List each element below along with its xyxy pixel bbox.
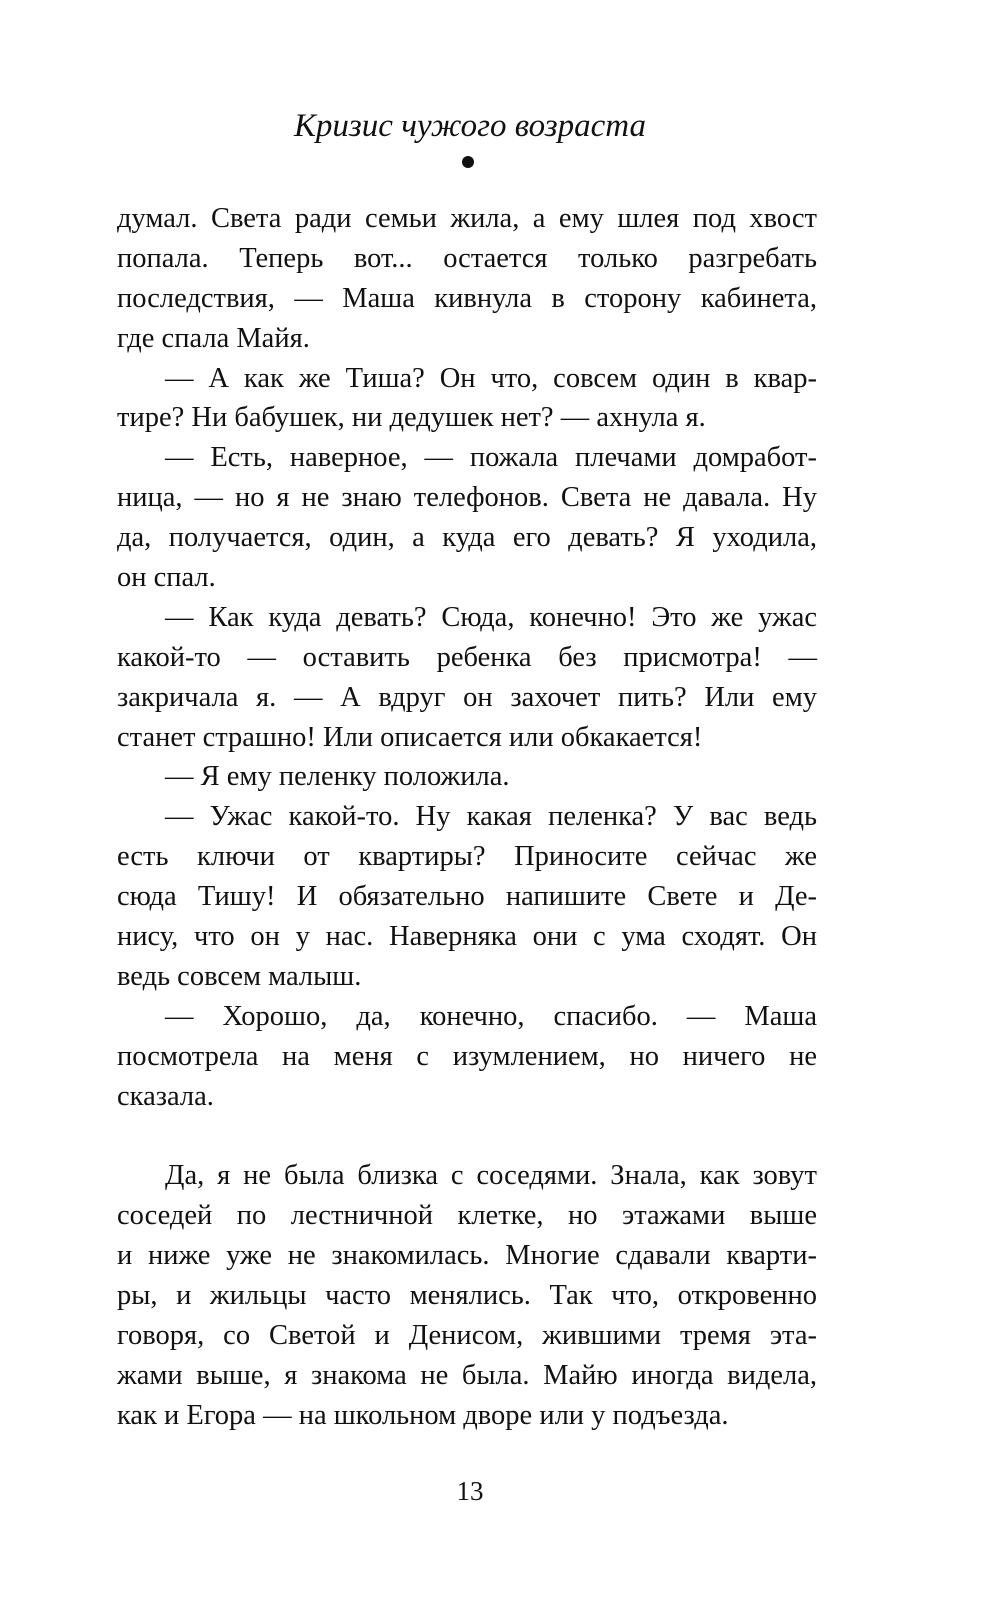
paragraph <box>117 438 817 598</box>
text-line: соседей по лестничной клетке, но этажами выше <box>117 1200 817 1232</box>
text-line: сказала. <box>117 1080 214 1112</box>
text-line: закричала я. — А вдруг он захочет пить? Или ему <box>117 681 817 713</box>
text-line: думал. Света ради семьи жила, а ему шлея под хвост <box>117 203 817 234</box>
page-number: 13 <box>456 1476 484 1506</box>
text-line: — Я ему пеленку положила. <box>165 761 510 793</box>
text-line: Да, я не была близка с соседями. Знала, как зовут <box>165 1160 817 1192</box>
text-line: — Как куда девать? Сюда, конечно! Это же ужас <box>165 601 817 633</box>
text-line: он спал. <box>117 562 216 594</box>
text-line: какой-то — оставить ребенка без присмотра! — <box>117 641 817 673</box>
text-line: станет страшно! Или описается или обкакается! <box>117 721 703 753</box>
paragraph <box>117 199 817 359</box>
bullet-ornament <box>462 156 474 168</box>
text-line: где спала Майя. <box>117 322 310 354</box>
text-line: — Ужас какой-то. Ну какая пеленка? У вас ведь <box>165 801 817 833</box>
body-text <box>117 199 817 1436</box>
paragraph <box>117 359 817 439</box>
text-line: ница, — но я не знаю телефонов. Света не давала. Ну <box>117 482 817 514</box>
text-line: есть ключи от квартиры? Приносите сейчас же <box>117 841 817 873</box>
paragraph <box>117 797 817 996</box>
text-line: посмотрела на меня с изумлением, но ничего не <box>117 1040 817 1072</box>
text-line: жами выше, я знакома не была. Майю иногда видела, <box>117 1359 817 1391</box>
paragraph <box>117 598 817 758</box>
text-line: как и Егора — на школьном дворе или у подъезда. <box>117 1399 729 1431</box>
text-line: — А как же Тиша? Он что, совсем один в квар- <box>165 362 817 394</box>
running-title: Кризис чужого возраста <box>294 108 646 144</box>
text-line: последствия, — Маша кивнула в сторону кабинета, <box>117 282 817 314</box>
paragraph <box>117 997 817 1117</box>
text-line: ведь совсем малыш. <box>117 960 362 992</box>
text-line: и ниже уже не знакомилась. Многие сдавали кварти- <box>117 1240 817 1272</box>
text-line: сюда Тишу! И обязательно напишите Свете и Де- <box>117 881 817 913</box>
text-line: попала. Теперь вот... остается только разгребать <box>117 242 817 274</box>
text-line: нису, что он у нас. Наверняка они с ума сходят. Он <box>117 921 817 953</box>
text-line: ры, и жильцы часто менялись. Так что, откровенно <box>117 1280 817 1312</box>
section-break <box>117 1116 817 1156</box>
text-line: говоря, со Светой и Денисом, жившими тремя эта- <box>117 1320 817 1352</box>
text-line: да, получается, один, а куда его девать? Я уходила, <box>117 522 817 554</box>
paragraph <box>117 757 817 797</box>
paragraph <box>117 1156 817 1435</box>
text-line: — Есть, наверное, — пожала плечами домработ- <box>165 442 817 474</box>
text-line: тире? Ни бабушек, ни дедушек нет? — ахнула я. <box>117 402 706 434</box>
text-line: — Хорошо, да, конечно, спасибо. — Маша <box>165 1000 817 1032</box>
